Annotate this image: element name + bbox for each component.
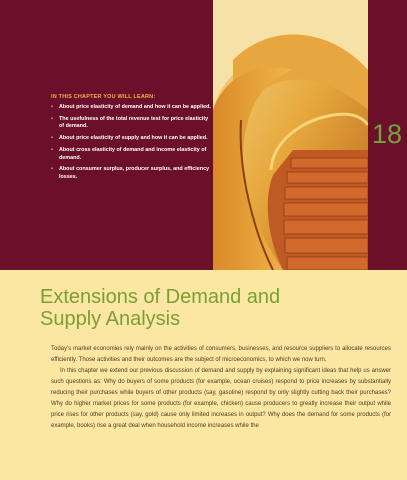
- chapter-intro-text: [51, 344, 391, 432]
- learning-objective-item: [51, 135, 211, 142]
- learning-objectives-heading: IN THIS CHAPTER YOU WILL LEARN:: [51, 94, 156, 100]
- intro-paragraph-1: Today’s market economies rely mainly on the activities of consumers, businesses, and resource suppliers to allocate resources efficiently. Those activities and their outcomes are the subject of microeconomics, to which we now turn.: [51, 346, 391, 363]
- learning-objectives-list: [51, 104, 211, 181]
- learning-objectives-box: [51, 94, 211, 186]
- learning-objective-item: [51, 147, 211, 162]
- learning-objective-item: [51, 116, 211, 131]
- bullet-icon: •: [51, 115, 53, 122]
- learning-objective-text: About price elasticity of supply and how it can be applied.: [59, 135, 208, 142]
- chapter-title: [40, 286, 360, 330]
- learning-objective-text: About cross elasticity of demand and income elasticity of demand.: [59, 147, 207, 161]
- chapter-title-line-2: Supply Analysis: [40, 308, 181, 330]
- bullet-icon: •: [51, 166, 53, 173]
- learning-objective-text: About price elasticity of demand and how it can be applied.: [59, 104, 211, 110]
- bullet-icon: •: [51, 104, 53, 110]
- learning-objective-item: [51, 104, 211, 111]
- bullet-icon: •: [51, 135, 53, 142]
- learning-objective-text: About consumer surplus, producer surplus, and efficiency losses.: [59, 166, 210, 180]
- learning-objective-text: The usefulness of the total revenue test for price elasticity of demand.: [59, 115, 209, 130]
- learning-objective-item: [51, 166, 211, 181]
- chapter-title-line-1: Extensions of Demand and: [40, 286, 281, 308]
- intro-paragraph-2: In this chapter we extend our previous discussion of demand and supply by explaining significant ideas that help us answer such questions as: Why do buyers of some products (for example, ocean cruises) respond to price increases by substantially reducing their purchases while buyers of other products (say, gasoline) respond by only slightly cutting back their purchases? Why do higher market prices for some products (for example, chicken) cause producers to greatly increase their output while price rises for other products (say, gold) cause only limited increases in output? Why does the demand for some products (for example, books) rise a great deal when household income increases while the: [51, 368, 391, 429]
- staircase-photo: [213, 0, 368, 270]
- chapter-number: 18: [372, 119, 403, 149]
- bullet-icon: •: [51, 147, 53, 154]
